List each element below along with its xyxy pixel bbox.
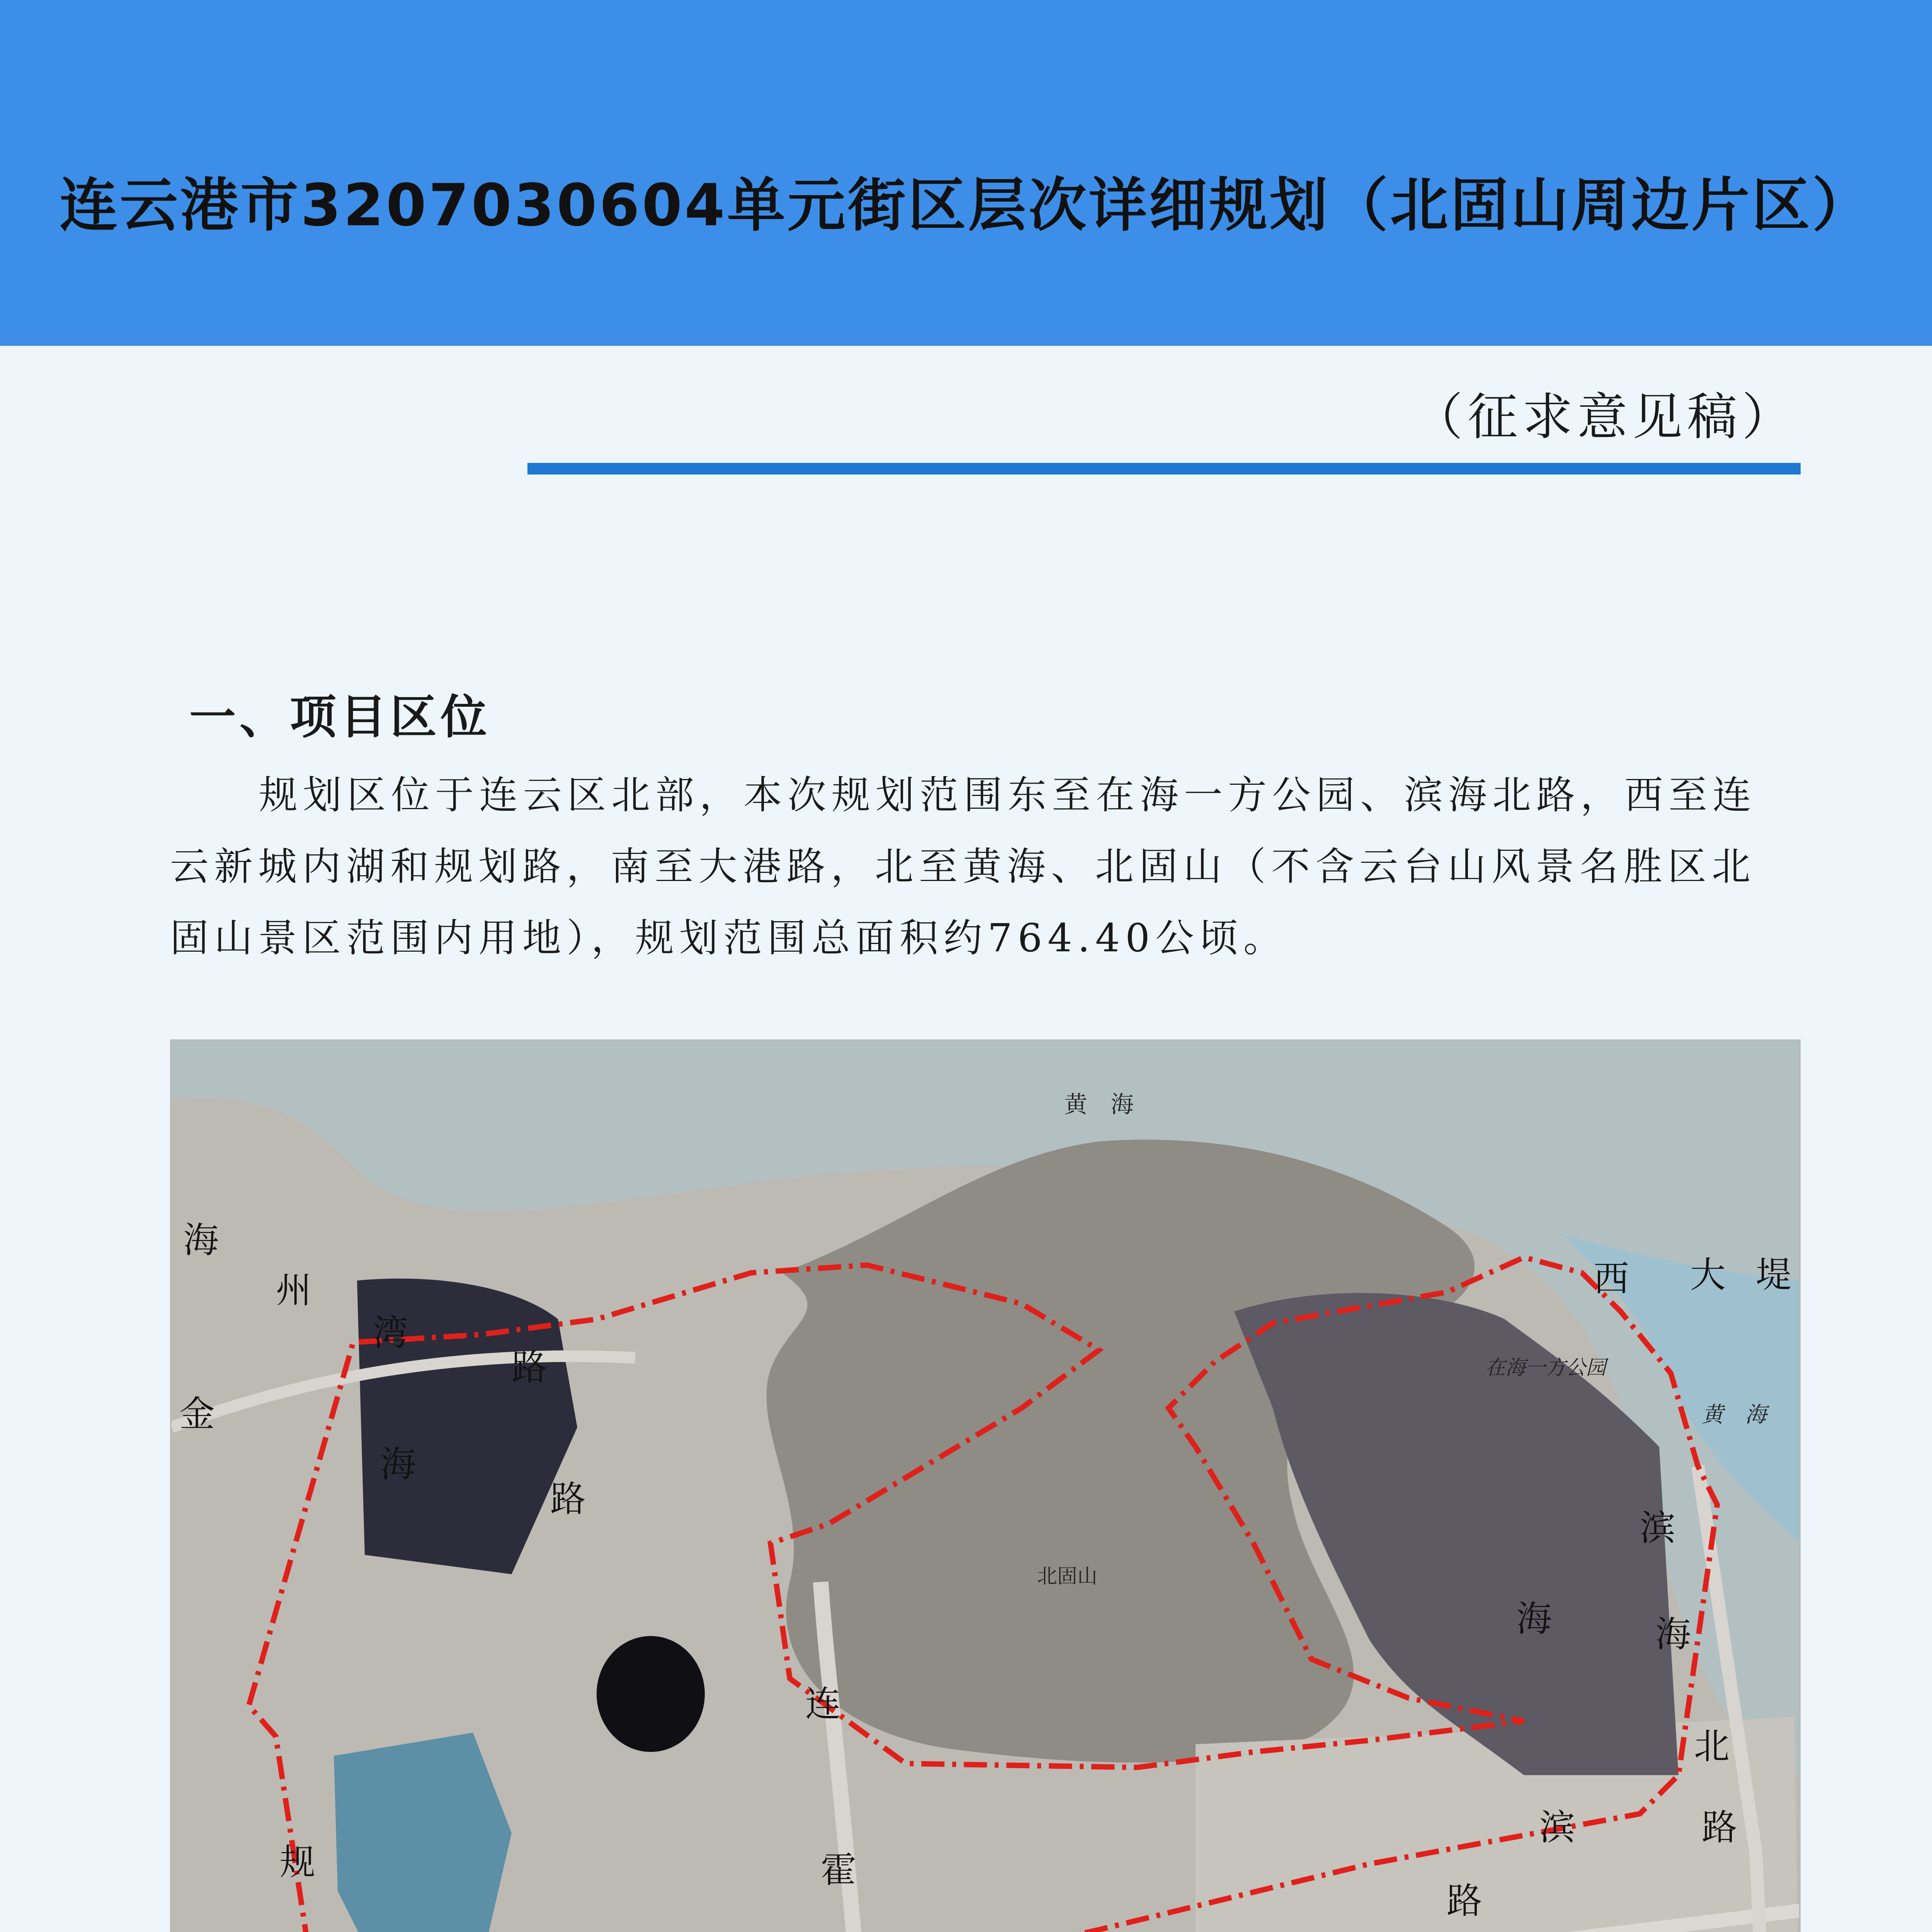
map-label-haizhouwan-1: 海 <box>183 1219 219 1261</box>
map-label-beigushan: 北固山 <box>1037 1565 1098 1588</box>
planning-area-map <box>170 1039 1801 1932</box>
section-heading: 一、项目区位 <box>189 690 491 744</box>
map-label-huanghai-east: 黄 海 <box>1702 1402 1767 1427</box>
map-label-haizhouwan-road: 路 <box>512 1347 548 1388</box>
map-label-lianhuo-2: 霍 <box>821 1849 857 1891</box>
map-label-binhai-4: 北 <box>1694 1726 1730 1767</box>
map-label-xidadi-2: 大 <box>1690 1254 1726 1296</box>
map-label-zaihai-park: 在海一方公园 <box>1485 1356 1606 1379</box>
map-label-jinhai-2: 海 <box>380 1444 416 1485</box>
map-label-guihua-1: 规 <box>280 1842 316 1883</box>
map-label-binhai-1: 滨 <box>1640 1507 1676 1549</box>
map-label-binhai-2: 海 <box>1516 1598 1552 1639</box>
page-subtitle: （征求意见稿） <box>1412 388 1797 446</box>
map-label-xidadi-3: 堤 <box>1756 1254 1792 1296</box>
page-title: 连云港市3207030604单元街区层次详细规划（北固山周边片区） <box>60 172 1872 239</box>
map-label-xidadi-1: 西 <box>1594 1258 1629 1299</box>
map-label-huanghai-north: 黄 海 <box>1064 1091 1134 1118</box>
map-label-jinhai-1: 金 <box>179 1393 215 1435</box>
subtitle-divider <box>527 463 1801 474</box>
location-paragraph: 规划区位于连云区北部，本次规划范围东至在海一方公园、滨海北路，西至连云新城内湖和规划路，南至大港路，北至黄海、北固山（不含云台山风景名胜区北固山景区范围内用地），规划范围总面积约764.40公顷。 <box>170 772 1757 961</box>
map-label-jinhai-3: 路 <box>550 1478 586 1520</box>
map-label-lianhuo-1: 连 <box>805 1683 841 1725</box>
map-label-binhai-3: 海 <box>1655 1614 1691 1655</box>
map-label-binhai-5: 路 <box>1702 1807 1738 1848</box>
map-label-haizhouwan-3: 湾 <box>372 1312 408 1354</box>
map-label-binbei-2: 路 <box>1447 1880 1483 1922</box>
map-image <box>172 1041 1801 1932</box>
map-label-haizhouwan-2: 州 <box>276 1270 312 1311</box>
map-label-binbei-1: 滨 <box>1539 1807 1575 1848</box>
